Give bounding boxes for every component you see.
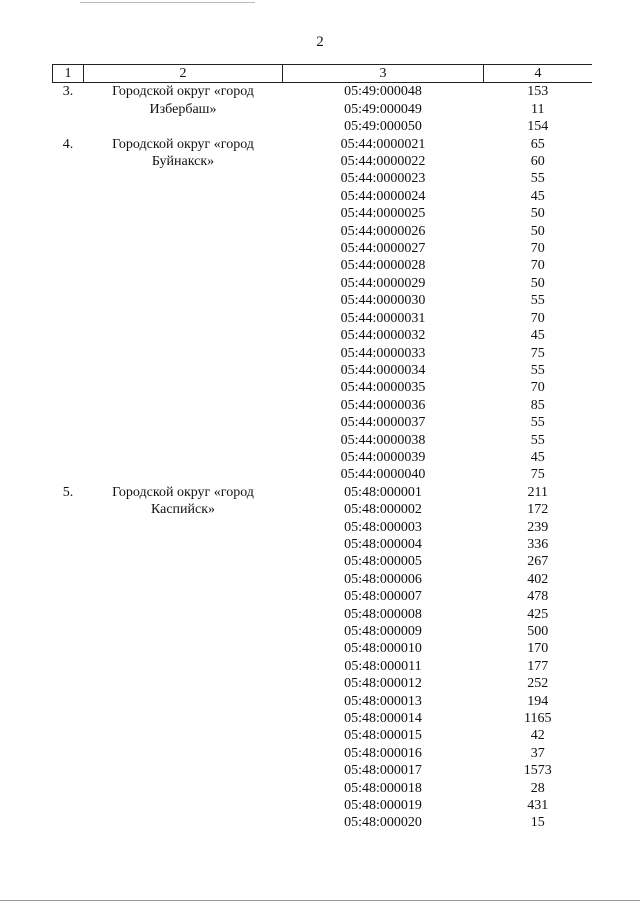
count-value: 425 (527, 606, 549, 622)
count-value: 211 (527, 484, 548, 500)
table-row (53, 693, 593, 710)
cadastral-code: 05:48:000001 (344, 484, 422, 500)
cadastral-code: 05:48:000008 (344, 606, 422, 622)
row-number (53, 101, 84, 118)
table-row (53, 745, 593, 762)
cadastral-code: 05:44:0000036 (340, 397, 426, 413)
row-number (53, 414, 84, 431)
cadastral-code: 05:48:000013 (344, 693, 422, 709)
municipality-name (84, 205, 283, 222)
municipality-name (84, 519, 283, 536)
municipality-name (84, 414, 283, 431)
row-number (53, 640, 84, 657)
row-number (53, 780, 84, 797)
table-row (53, 571, 593, 588)
table-row (53, 606, 593, 623)
count-value: 252 (527, 676, 549, 692)
table-row (53, 310, 593, 327)
row-number (53, 257, 84, 274)
count-value: 42 (530, 728, 545, 744)
table-row (53, 223, 593, 240)
table-row (53, 240, 593, 257)
municipality-name (84, 449, 283, 466)
municipality-name (84, 188, 283, 205)
cadastral-code: 05:48:000019 (344, 798, 422, 814)
municipality-name (84, 170, 283, 187)
municipality-name (84, 466, 283, 483)
table-row (53, 170, 593, 187)
row-number (53, 223, 84, 240)
table-row (53, 780, 593, 797)
header-col-3: 3 (283, 65, 484, 83)
cadastral-code: 05:48:000004 (344, 536, 422, 552)
row-number (53, 292, 84, 309)
count-value: 55 (530, 362, 545, 378)
row-number (53, 397, 84, 414)
table-row (53, 484, 593, 501)
count-value: 50 (530, 223, 545, 239)
cadastral-code: 05:48:000002 (344, 502, 422, 518)
cadastral-code: 05:48:000016 (344, 745, 422, 761)
municipality-name: Городской округ «город (112, 84, 254, 100)
count-value: 70 (530, 258, 545, 274)
municipality-name: Каспийск» (150, 502, 216, 518)
header-row (53, 65, 593, 83)
municipality-name (84, 780, 283, 797)
table-row (53, 414, 593, 431)
count-value: 50 (530, 206, 545, 222)
table-row (53, 101, 593, 118)
row-number (53, 153, 84, 170)
table-body (53, 83, 593, 832)
row-number (53, 170, 84, 187)
table-row (53, 345, 593, 362)
row-number (53, 727, 84, 744)
row-number (53, 118, 84, 135)
row-number (53, 327, 84, 344)
municipality-name (84, 693, 283, 710)
municipality-name (84, 814, 283, 831)
municipality-name (84, 345, 283, 362)
cadastral-code: 05:49:000049 (344, 101, 422, 117)
municipality-name (84, 257, 283, 274)
table-row (53, 327, 593, 344)
table-row (53, 379, 593, 396)
municipality-name (84, 362, 283, 379)
municipality-name (84, 762, 283, 779)
table-row (53, 292, 593, 309)
count-value: 70 (530, 310, 545, 326)
row-number: 3. (62, 84, 74, 100)
cadastral-code: 05:44:0000029 (340, 275, 426, 291)
cadastral-code: 05:44:0000033 (340, 345, 426, 361)
municipality-name (84, 275, 283, 292)
count-value: 15 (530, 815, 545, 831)
table-row (53, 519, 593, 536)
count-value: 75 (530, 467, 545, 483)
cadastral-code: 05:44:0000023 (340, 171, 426, 187)
count-value: 45 (530, 188, 545, 204)
table-row (53, 710, 593, 727)
table-row (53, 362, 593, 379)
municipality-name (84, 588, 283, 605)
row-number (53, 606, 84, 623)
table-row (53, 623, 593, 640)
count-value: 55 (530, 293, 545, 309)
header-col-1: 1 (53, 65, 84, 83)
count-value: 55 (530, 415, 545, 431)
row-number (53, 519, 84, 536)
cadastral-code: 05:48:000009 (344, 624, 422, 639)
count-value: 1165 (524, 711, 552, 727)
cadastral-code: 05:48:000003 (344, 519, 422, 535)
municipality-name (84, 675, 283, 692)
row-number (53, 205, 84, 222)
count-value: 85 (530, 397, 545, 413)
page-number: 2 (316, 34, 324, 50)
table-row (53, 658, 593, 675)
row-number: 4. (62, 136, 74, 152)
municipality-name (84, 397, 283, 414)
count-value: 70 (530, 380, 545, 396)
cadastral-code: 05:44:0000028 (340, 258, 426, 274)
bottom-edge-line (0, 900, 640, 901)
count-value: 28 (530, 780, 545, 796)
municipality-name (84, 571, 283, 588)
municipality-name (84, 727, 283, 744)
count-value: 70 (530, 241, 545, 257)
cadastral-code: 05:44:0000022 (340, 154, 426, 170)
top-edge-line (80, 2, 255, 3)
cadastral-code: 05:48:000012 (344, 676, 422, 692)
municipality-name (84, 658, 283, 675)
row-number (53, 588, 84, 605)
municipality-name (84, 797, 283, 814)
municipality-name (84, 379, 283, 396)
count-value: 154 (527, 119, 549, 135)
table-row (53, 136, 593, 153)
municipality-name (84, 240, 283, 257)
municipality-name: Городской округ «город (112, 136, 254, 152)
header-col-4: 4 (484, 65, 593, 83)
cadastral-code: 05:48:000010 (344, 641, 422, 657)
cadastral-code: 05:48:000020 (344, 815, 422, 831)
row-number (53, 188, 84, 205)
cadastral-code: 05:44:0000025 (340, 206, 426, 222)
header-col-2: 2 (84, 65, 283, 83)
cadastral-code: 05:44:0000039 (340, 449, 426, 465)
count-value: 60 (530, 154, 545, 170)
table-header (53, 65, 593, 83)
table-row (53, 257, 593, 274)
count-value: 267 (527, 554, 549, 570)
count-value: 65 (530, 136, 545, 152)
row-number (53, 814, 84, 831)
cadastral-code: 05:49:000048 (344, 84, 422, 100)
row-number (53, 275, 84, 292)
row-number (53, 501, 84, 518)
table-row (53, 762, 593, 779)
cadastral-code: 05:48:000017 (344, 763, 422, 779)
cadastral-code: 05:44:0000038 (340, 432, 426, 448)
row-number (53, 345, 84, 362)
cadastral-code: 05:48:000011 (344, 658, 422, 674)
count-value: 153 (527, 84, 549, 100)
count-value: 50 (530, 275, 545, 291)
count-value: 239 (527, 519, 549, 535)
count-value: 500 (527, 624, 549, 639)
table-row (53, 553, 593, 570)
municipality-name: Избербаш» (149, 101, 217, 117)
row-number (53, 710, 84, 727)
municipality-name (84, 606, 283, 623)
row-number (53, 623, 84, 640)
cadastral-code: 05:48:000005 (344, 554, 422, 570)
row-number (53, 658, 84, 675)
count-value: 55 (530, 171, 545, 187)
municipality-name (84, 327, 283, 344)
row-number (53, 449, 84, 466)
table-row (53, 275, 593, 292)
cadastral-code: 05:44:0000031 (340, 310, 426, 326)
municipality-name (84, 553, 283, 570)
municipality-name (84, 536, 283, 553)
municipality-name (84, 310, 283, 327)
count-value: 336 (527, 536, 549, 552)
table-row (53, 797, 593, 814)
table-row (53, 397, 593, 414)
count-value: 37 (530, 745, 545, 761)
row-number (53, 362, 84, 379)
row-number (53, 379, 84, 396)
cadastral-code: 05:44:0000034 (340, 362, 426, 378)
table-row (53, 640, 593, 657)
count-value: 177 (527, 658, 549, 674)
table-row (53, 727, 593, 744)
row-number (53, 432, 84, 449)
row-number (53, 466, 84, 483)
cadastral-code: 05:44:0000035 (340, 380, 426, 396)
municipality-name (84, 432, 283, 449)
row-number (53, 762, 84, 779)
cadastral-code: 05:44:0000032 (340, 328, 426, 344)
cadastral-code: 05:44:0000040 (340, 467, 426, 483)
cadastral-code: 05:44:0000030 (340, 293, 426, 309)
count-value: 55 (530, 432, 545, 448)
table-row (53, 118, 593, 135)
cadastral-code: 05:44:0000037 (340, 415, 426, 431)
row-number (53, 553, 84, 570)
cadastral-code: 05:48:000018 (344, 780, 422, 796)
row-number (53, 310, 84, 327)
row-number (53, 536, 84, 553)
table-row (53, 675, 593, 692)
table-row (53, 536, 593, 553)
municipality-name (84, 640, 283, 657)
table-row (53, 205, 593, 222)
cadastral-code: 05:49:000050 (344, 119, 422, 135)
municipality-name (84, 292, 283, 309)
municipality-name (84, 623, 283, 640)
table-row (53, 432, 593, 449)
table-row (53, 153, 593, 170)
row-number (53, 675, 84, 692)
table-row (53, 814, 593, 831)
municipality-name (84, 223, 283, 240)
municipality-name (84, 745, 283, 762)
cadastral-code: 05:48:000014 (344, 711, 422, 727)
cadastral-code: 05:48:000015 (344, 728, 422, 744)
cadastral-code: 05:44:0000024 (340, 188, 426, 204)
count-value: 45 (530, 328, 545, 344)
count-value: 431 (527, 798, 549, 814)
count-value: 402 (527, 571, 549, 587)
row-number (53, 797, 84, 814)
count-value: 194 (527, 693, 549, 709)
table-row (53, 466, 593, 483)
count-value: 172 (527, 502, 549, 518)
count-value: 11 (531, 101, 545, 117)
table-row (53, 449, 593, 466)
municipality-name: Городской округ «город (112, 484, 254, 500)
municipality-name: Буйнакск» (151, 154, 215, 170)
count-value: 478 (527, 589, 549, 605)
municipality-name (84, 118, 283, 135)
table-row (53, 188, 593, 205)
table-row (53, 588, 593, 605)
row-number (53, 693, 84, 710)
cadastral-code: 05:44:0000021 (340, 136, 426, 152)
row-number (53, 571, 84, 588)
row-number (53, 745, 84, 762)
row-number (53, 240, 84, 257)
table-row (53, 83, 593, 101)
row-number: 5. (62, 484, 74, 500)
cadastral-code: 05:44:0000027 (340, 241, 426, 257)
cadastral-code: 05:48:000007 (344, 589, 422, 605)
municipality-name (84, 710, 283, 727)
data-table (52, 64, 592, 832)
table-row (53, 501, 593, 518)
count-value: 75 (530, 345, 545, 361)
cadastral-code: 05:48:000006 (344, 571, 422, 587)
count-value: 170 (527, 641, 549, 657)
cadastral-code: 05:44:0000026 (340, 223, 426, 239)
count-value: 1573 (523, 763, 552, 779)
count-value: 45 (530, 449, 545, 465)
